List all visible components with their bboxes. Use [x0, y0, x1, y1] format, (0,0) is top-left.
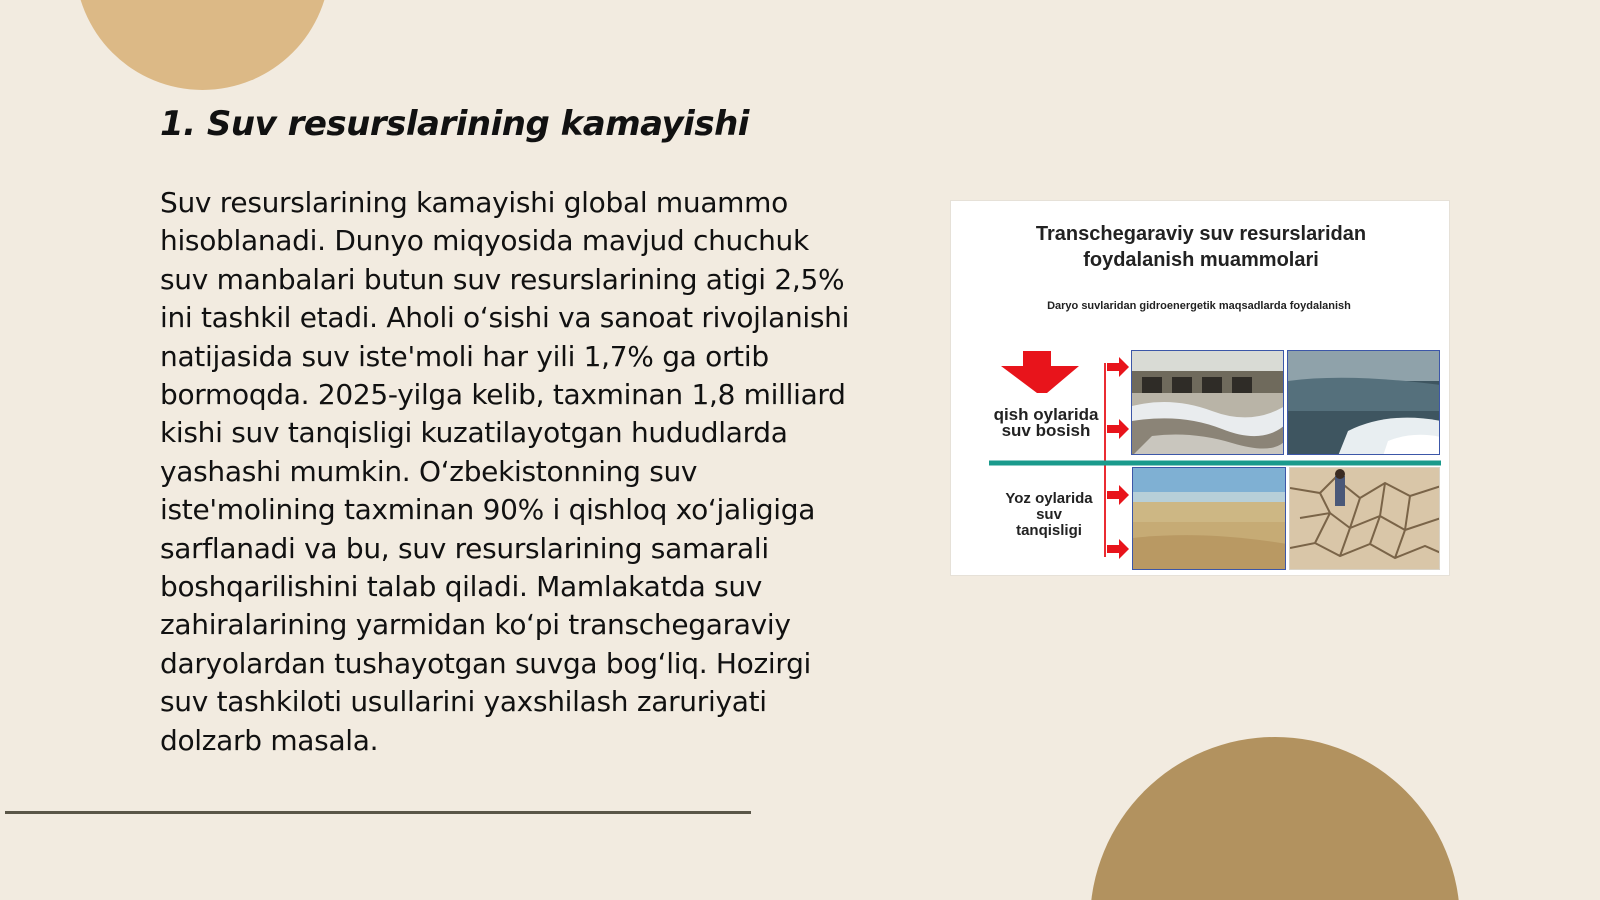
- right-arrow-icon: [1107, 539, 1129, 559]
- horizontal-rule: [5, 811, 751, 814]
- summer-shortage-label: Yoz oylarida suv tanqisligi: [1005, 490, 1093, 539]
- decorative-circle-top: [75, 0, 330, 90]
- slide-body-text: Suv resurslarining kamayishi global muammo hisoblanadi. Dunyo miqyosida mavjud chuchuk suv manbalari butun suv resurslarining atigi 2,5% ini tashkil etadi. Aholi oʻsishi va sanoat rivojlanishi natijasida suv iste'moli har yili 1,7% ga ortib bormoqda. 2025-yilga kelib, taxminan 1,8 milliard kishi suv tanqisligi kuzatilayotgan hududlarda yashashi mumkin. Oʻzbekistonning suv iste'molining taxminan 90% i qishloq xoʻjaligiga sarflanadi va bu, suv resurslarining samarali boshqarilishini talab qiladi. Mamlakatda suv zahiralarining yarmidan koʻpi transchegaraviy daryolardan tushayotgan suvga bogʻliq. Hozirgi suv tashkiloti usullarini yaxshilash zaruriyati dolzarb masala.: [160, 186, 850, 757]
- right-arrow-icon: [1107, 357, 1129, 377]
- cracked-earth-photo: [1289, 467, 1440, 570]
- infographic-subtitle: Daryo suvlaridan gidroenergetik maqsadlarda foydalanish: [1047, 300, 1351, 312]
- flood-water-photo: [1287, 350, 1440, 455]
- slide-title: 1. Suv resurslarining kamayishi: [160, 104, 749, 144]
- infographic-image: [950, 200, 1450, 576]
- dam-photo: [1131, 350, 1284, 455]
- winter-flood-label: qish oylarida suv bosish: [993, 405, 1099, 440]
- down-arrow-icon: [1001, 351, 1079, 393]
- decorative-circle-bottom: [1090, 737, 1460, 900]
- infographic-title: Transchegaraviy suv resurslaridan foydalanish muammolari: [1035, 223, 1367, 271]
- dry-field-photo: [1132, 467, 1286, 570]
- right-arrow-icon: [1107, 485, 1129, 505]
